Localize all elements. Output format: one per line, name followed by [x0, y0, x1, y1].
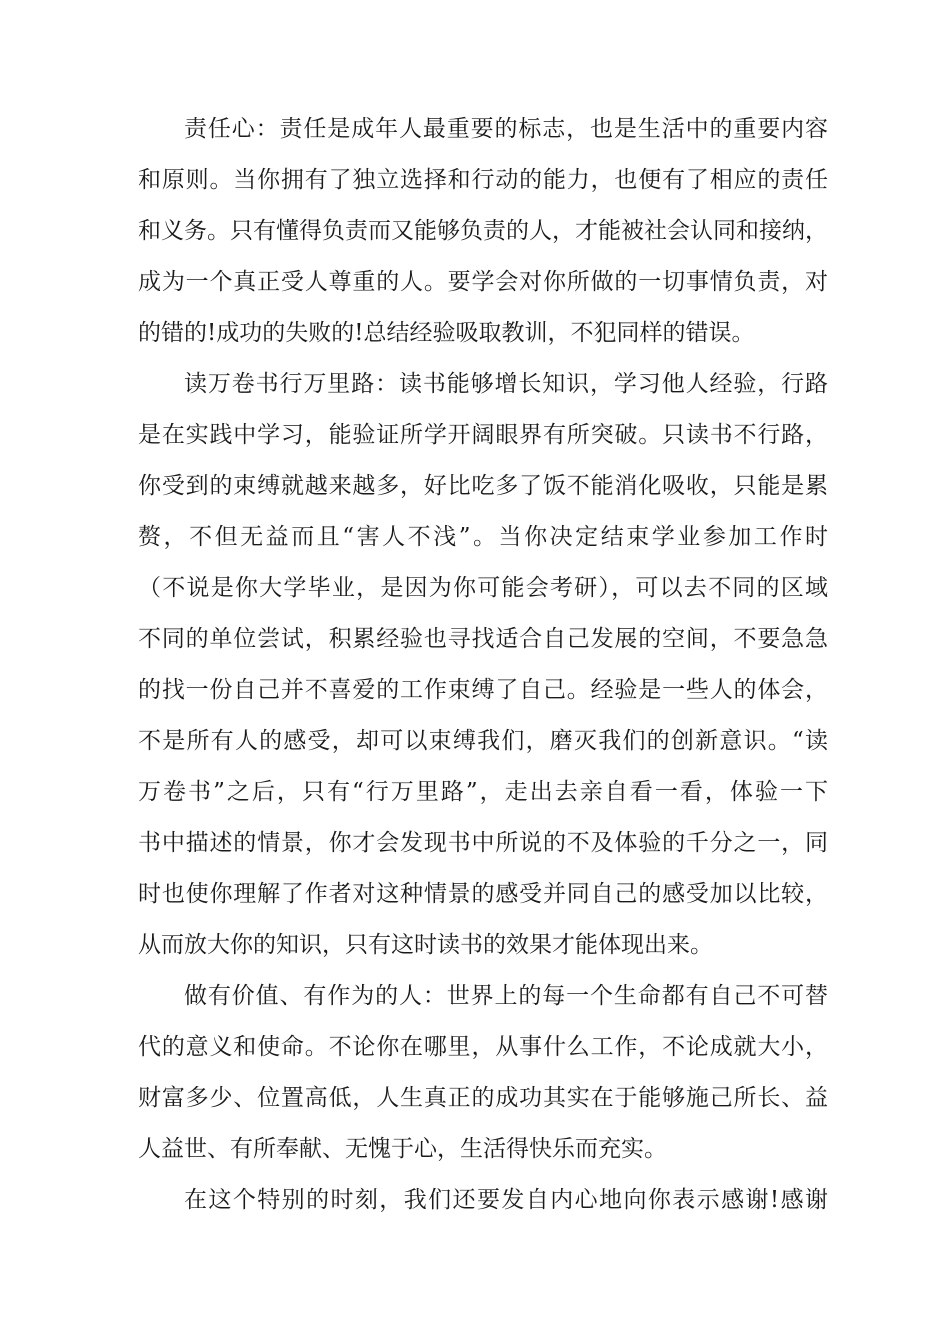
- paragraph-read-and-travel: [138, 359, 828, 971]
- text-line: （不说是你大学毕业，是因为你可能会考研），可以去不同的区域: [138, 575, 828, 601]
- text-line: 的找一份自己并不喜爱的工作束缚了自己。经验是一些人的体会，: [138, 677, 828, 703]
- paragraph-responsibility: [138, 104, 828, 359]
- document-page: [138, 104, 828, 1226]
- text-line: 是在实践中学习，能验证所学开阔眼界有所突破。只读书不行路，: [138, 422, 828, 448]
- text-line: 不同的单位尝试，积累经验也寻找适合自己发展的空间，不要急急: [138, 626, 828, 652]
- text-line: 做有价值、有作为的人：世界上的每一个生命都有自己不可替: [184, 983, 828, 1009]
- text-line: 万卷书”之后，只有“行万里路”，走出去亲自看一看，体验一下: [138, 779, 828, 805]
- text-line: 读万卷书行万里路：读书能够增长知识，学习他人经验，行路: [184, 371, 828, 397]
- text-line: 你受到的束缚就越来越多，好比吃多了饭不能消化吸收，只能是累: [138, 473, 828, 499]
- text-line: 财富多少、位置高低，人生真正的成功其实在于能够施己所长、益: [138, 1085, 828, 1111]
- text-line: 和义务。只有懂得负责而又能够负责的人，才能被社会认同和接纳，: [138, 218, 828, 244]
- text-line: 书中描述的情景，你才会发现书中所说的不及体验的千分之一，同: [138, 830, 828, 856]
- text-line: 成为一个真正受人尊重的人。要学会对你所做的一切事情负责，对: [138, 269, 828, 295]
- text-line: 人益世、有所奉献、无愧于心，生活得快乐而充实。: [138, 1136, 667, 1162]
- text-line: 代的意义和使命。不论你在哪里，从事什么工作，不论成就大小，: [138, 1034, 828, 1060]
- text-line: 时也使你理解了作者对这种情景的感受并同自己的感受加以比较，: [138, 881, 828, 907]
- text-line: 赘，不但无益而且“害人不浅”。当你决定结束学业参加工作时: [138, 524, 828, 550]
- paragraph-value: [138, 971, 828, 1175]
- text-line: 的错的!成功的失败的!总结经验吸取教训，不犯同样的错误。: [138, 320, 755, 346]
- text-line: 不是所有人的感受，却可以束缚我们，磨灭我们的创新意识。“读: [138, 728, 828, 754]
- paragraph-thanks: [138, 1175, 828, 1226]
- text-line: 在这个特别的时刻，我们还要发自内心地向你表示感谢!感谢: [184, 1187, 828, 1213]
- text-line: 和原则。当你拥有了独立选择和行动的能力，也便有了相应的责任: [138, 167, 828, 193]
- text-line: 从而放大你的知识，只有这时读书的效果才能体现出来。: [138, 932, 713, 958]
- text-line: 责任心：责任是成年人最重要的标志，也是生活中的重要内容: [184, 116, 828, 142]
